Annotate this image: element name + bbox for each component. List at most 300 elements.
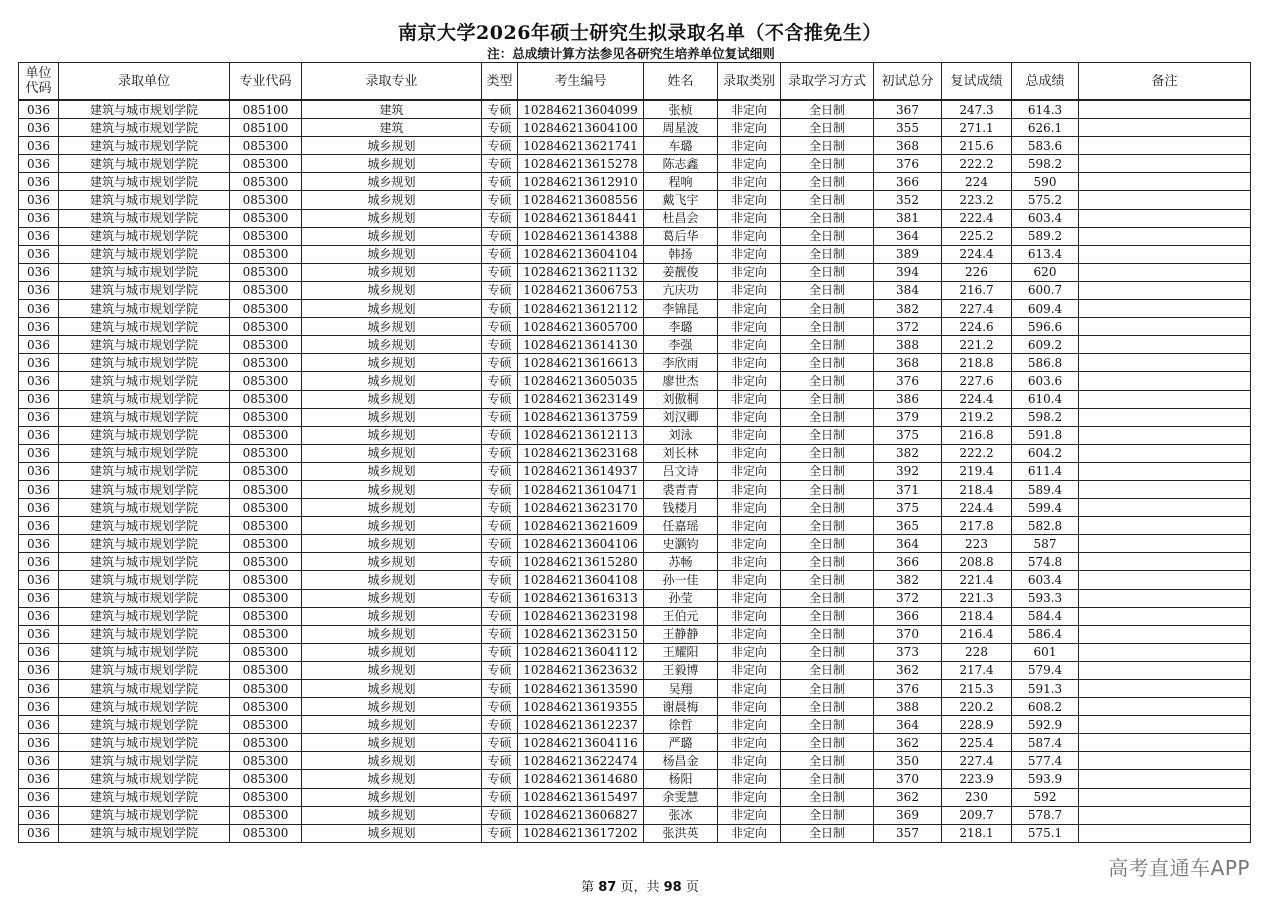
table-row [19, 661, 1251, 679]
cell-major-code: 085300 [230, 245, 302, 263]
cell-remarks [1079, 119, 1251, 137]
cell-major: 城乡规划 [302, 661, 482, 679]
cell-study-mode: 全日制 [781, 499, 874, 517]
footer-prefix: 第 [581, 880, 595, 895]
cell-major: 城乡规划 [302, 752, 482, 770]
cell-unit: 建筑与城市规划学院 [59, 643, 230, 661]
cell-study-mode: 全日制 [781, 354, 874, 372]
cell-retest-score: 227.4 [942, 752, 1012, 770]
cell-type: 专硕 [482, 752, 518, 770]
cell-total-score: 601 [1012, 643, 1079, 661]
cell-prelim-score: 367 [874, 100, 942, 119]
cell-study-mode: 全日制 [781, 209, 874, 227]
cell-prelim-score: 394 [874, 263, 942, 281]
cell-name: 王毅博 [644, 661, 718, 679]
cell-retest-score: 215.6 [942, 137, 1012, 155]
table-row [19, 499, 1251, 517]
col-header-retest-score: 复试成绩 [942, 63, 1012, 101]
cell-category: 非定向 [718, 517, 781, 535]
cell-major: 城乡规划 [302, 625, 482, 643]
cell-study-mode: 全日制 [781, 716, 874, 734]
cell-study-mode: 全日制 [781, 698, 874, 716]
cell-major: 城乡规划 [302, 480, 482, 498]
cell-retest-score: 222.2 [942, 155, 1012, 173]
cell-total-score: 593.3 [1012, 589, 1079, 607]
cell-prelim-score: 375 [874, 499, 942, 517]
cell-unit: 建筑与城市规划学院 [59, 680, 230, 698]
cell-major: 城乡规划 [302, 336, 482, 354]
col-header-remarks: 备注 [1079, 63, 1251, 101]
cell-unit-code: 036 [19, 824, 59, 842]
cell-name: 刘傲桐 [644, 390, 718, 408]
cell-major-code: 085300 [230, 408, 302, 426]
cell-unit-code: 036 [19, 770, 59, 788]
cell-prelim-score: 357 [874, 824, 942, 842]
cell-category: 非定向 [718, 119, 781, 137]
cell-type: 专硕 [482, 209, 518, 227]
cell-unit: 建筑与城市规划学院 [59, 535, 230, 553]
table-row [19, 354, 1251, 372]
cell-major-code: 085300 [230, 354, 302, 372]
cell-unit: 建筑与城市规划学院 [59, 318, 230, 336]
cell-total-score: 591.8 [1012, 426, 1079, 444]
cell-remarks [1079, 589, 1251, 607]
cell-category: 非定向 [718, 372, 781, 390]
cell-retest-score: 221.2 [942, 336, 1012, 354]
cell-unit: 建筑与城市规划学院 [59, 752, 230, 770]
cell-major-code: 085300 [230, 173, 302, 191]
cell-candidate-id: 102846213615278 [518, 155, 644, 173]
cell-candidate-id: 102846213612910 [518, 173, 644, 191]
cell-category: 非定向 [718, 209, 781, 227]
cell-major-code: 085300 [230, 209, 302, 227]
cell-unit-code: 036 [19, 354, 59, 372]
cell-remarks [1079, 137, 1251, 155]
cell-major: 城乡规划 [302, 318, 482, 336]
cell-category: 非定向 [718, 480, 781, 498]
cell-candidate-id: 102846213604100 [518, 119, 644, 137]
cell-major-code: 085300 [230, 281, 302, 299]
cell-retest-score: 225.2 [942, 227, 1012, 245]
cell-name: 杨阳 [644, 770, 718, 788]
cell-study-mode: 全日制 [781, 571, 874, 589]
cell-unit: 建筑与城市规划学院 [59, 625, 230, 643]
col-header-candidate-id: 考生编号 [518, 63, 644, 101]
cell-category: 非定向 [718, 824, 781, 842]
cell-major: 城乡规划 [302, 191, 482, 209]
cell-major-code: 085300 [230, 661, 302, 679]
cell-name: 吴翔 [644, 680, 718, 698]
cell-category: 非定向 [718, 444, 781, 462]
cell-major: 城乡规划 [302, 698, 482, 716]
cell-type: 专硕 [482, 643, 518, 661]
cell-remarks [1079, 155, 1251, 173]
cell-type: 专硕 [482, 318, 518, 336]
cell-major-code: 085300 [230, 535, 302, 553]
cell-name: 刘长林 [644, 444, 718, 462]
cell-candidate-id: 102846213618441 [518, 209, 644, 227]
cell-category: 非定向 [718, 770, 781, 788]
cell-major-code: 085300 [230, 480, 302, 498]
cell-candidate-id: 102846213621741 [518, 137, 644, 155]
cell-remarks [1079, 372, 1251, 390]
cell-candidate-id: 102846213623168 [518, 444, 644, 462]
cell-remarks [1079, 770, 1251, 788]
cell-retest-score: 228.9 [942, 716, 1012, 734]
cell-total-score: 614.3 [1012, 100, 1079, 119]
cell-unit: 建筑与城市规划学院 [59, 372, 230, 390]
cell-unit: 建筑与城市规划学院 [59, 354, 230, 372]
cell-total-score: 603.4 [1012, 209, 1079, 227]
cell-name: 严璐 [644, 734, 718, 752]
cell-name: 任嘉瑶 [644, 517, 718, 535]
cell-major: 城乡规划 [302, 499, 482, 517]
table-row [19, 173, 1251, 191]
cell-remarks [1079, 517, 1251, 535]
cell-type: 专硕 [482, 770, 518, 788]
cell-name: 亢庆功 [644, 281, 718, 299]
cell-unit-code: 036 [19, 589, 59, 607]
table-row [19, 680, 1251, 698]
cell-total-score: 600.7 [1012, 281, 1079, 299]
cell-total-score: 587 [1012, 535, 1079, 553]
cell-prelim-score: 368 [874, 354, 942, 372]
table-row [19, 227, 1251, 245]
cell-type: 专硕 [482, 119, 518, 137]
cell-type: 专硕 [482, 462, 518, 480]
cell-type: 专硕 [482, 191, 518, 209]
cell-prelim-score: 386 [874, 390, 942, 408]
cell-total-score: 577.4 [1012, 752, 1079, 770]
cell-major-code: 085300 [230, 517, 302, 535]
cell-name: 葛后华 [644, 227, 718, 245]
cell-study-mode: 全日制 [781, 372, 874, 390]
cell-remarks [1079, 661, 1251, 679]
cell-retest-score: 223 [942, 535, 1012, 553]
cell-study-mode: 全日制 [781, 119, 874, 137]
cell-prelim-score: 365 [874, 517, 942, 535]
cell-category: 非定向 [718, 155, 781, 173]
cell-retest-score: 224.4 [942, 245, 1012, 263]
cell-unit-code: 036 [19, 245, 59, 263]
cell-unit: 建筑与城市规划学院 [59, 788, 230, 806]
cell-candidate-id: 102846213612113 [518, 426, 644, 444]
cell-major-code: 085300 [230, 788, 302, 806]
cell-major-code: 085300 [230, 318, 302, 336]
cell-total-score: 611.4 [1012, 462, 1079, 480]
cell-retest-score: 216.4 [942, 625, 1012, 643]
cell-candidate-id: 102846213616613 [518, 354, 644, 372]
cell-major: 城乡规划 [302, 643, 482, 661]
cell-study-mode: 全日制 [781, 300, 874, 318]
cell-unit-code: 036 [19, 643, 59, 661]
cell-study-mode: 全日制 [781, 806, 874, 824]
cell-total-score: 578.7 [1012, 806, 1079, 824]
cell-study-mode: 全日制 [781, 444, 874, 462]
cell-remarks [1079, 734, 1251, 752]
cell-type: 专硕 [482, 680, 518, 698]
cell-type: 专硕 [482, 661, 518, 679]
cell-study-mode: 全日制 [781, 770, 874, 788]
cell-remarks [1079, 173, 1251, 191]
cell-prelim-score: 388 [874, 336, 942, 354]
cell-major: 城乡规划 [302, 444, 482, 462]
cell-remarks [1079, 607, 1251, 625]
cell-major: 建筑 [302, 119, 482, 137]
cell-prelim-score: 370 [874, 625, 942, 643]
table-row [19, 372, 1251, 390]
cell-unit: 建筑与城市规划学院 [59, 426, 230, 444]
cell-total-score: 584.4 [1012, 607, 1079, 625]
cell-category: 非定向 [718, 698, 781, 716]
cell-total-score: 591.3 [1012, 680, 1079, 698]
cell-unit: 建筑与城市规划学院 [59, 155, 230, 173]
cell-retest-score: 225.4 [942, 734, 1012, 752]
table-row [19, 607, 1251, 625]
cell-prelim-score: 369 [874, 806, 942, 824]
cell-unit: 建筑与城市规划学院 [59, 137, 230, 155]
cell-study-mode: 全日制 [781, 281, 874, 299]
cell-candidate-id: 102846213614937 [518, 462, 644, 480]
cell-total-score: 579.4 [1012, 661, 1079, 679]
cell-retest-score: 217.4 [942, 661, 1012, 679]
cell-unit-code: 036 [19, 281, 59, 299]
cell-type: 专硕 [482, 408, 518, 426]
cell-major: 建筑 [302, 100, 482, 119]
cell-type: 专硕 [482, 336, 518, 354]
cell-study-mode: 全日制 [781, 408, 874, 426]
cell-total-score: 598.2 [1012, 155, 1079, 173]
cell-total-score: 590 [1012, 173, 1079, 191]
table-row [19, 462, 1251, 480]
cell-retest-score: 222.4 [942, 209, 1012, 227]
cell-major: 城乡规划 [302, 263, 482, 281]
cell-unit: 建筑与城市规划学院 [59, 336, 230, 354]
cell-type: 专硕 [482, 100, 518, 119]
cell-type: 专硕 [482, 137, 518, 155]
cell-name: 徐哲 [644, 716, 718, 734]
cell-major: 城乡规划 [302, 408, 482, 426]
cell-name: 廖世杰 [644, 372, 718, 390]
cell-remarks [1079, 281, 1251, 299]
cell-major: 城乡规划 [302, 535, 482, 553]
cell-name: 余雯慧 [644, 788, 718, 806]
cell-category: 非定向 [718, 680, 781, 698]
cell-candidate-id: 102846213623149 [518, 390, 644, 408]
cell-retest-score: 228 [942, 643, 1012, 661]
cell-retest-score: 221.4 [942, 571, 1012, 589]
cell-prelim-score: 372 [874, 589, 942, 607]
cell-candidate-id: 102846213623198 [518, 607, 644, 625]
cell-candidate-id: 102846213613590 [518, 680, 644, 698]
cell-major-code: 085300 [230, 263, 302, 281]
cell-remarks [1079, 354, 1251, 372]
cell-retest-score: 222.2 [942, 444, 1012, 462]
cell-major: 城乡规划 [302, 245, 482, 263]
cell-total-score: 583.6 [1012, 137, 1079, 155]
table-row [19, 444, 1251, 462]
cell-major-code: 085300 [230, 752, 302, 770]
cell-candidate-id: 102846213623170 [518, 499, 644, 517]
cell-prelim-score: 362 [874, 788, 942, 806]
cell-category: 非定向 [718, 499, 781, 517]
cell-category: 非定向 [718, 734, 781, 752]
cell-candidate-id: 102846213610471 [518, 480, 644, 498]
cell-remarks [1079, 680, 1251, 698]
cell-type: 专硕 [482, 589, 518, 607]
cell-major: 城乡规划 [302, 589, 482, 607]
table-row [19, 788, 1251, 806]
cell-remarks [1079, 100, 1251, 119]
cell-type: 专硕 [482, 390, 518, 408]
cell-unit-code: 036 [19, 680, 59, 698]
cell-retest-score: 224 [942, 173, 1012, 191]
cell-prelim-score: 364 [874, 227, 942, 245]
table-row [19, 245, 1251, 263]
cell-retest-score: 217.8 [942, 517, 1012, 535]
cell-study-mode: 全日制 [781, 462, 874, 480]
cell-unit-code: 036 [19, 119, 59, 137]
cell-retest-score: 224.6 [942, 318, 1012, 336]
table-row [19, 752, 1251, 770]
cell-major: 城乡规划 [302, 227, 482, 245]
cell-name: 杜昌会 [644, 209, 718, 227]
cell-total-score: 574.8 [1012, 553, 1079, 571]
cell-remarks [1079, 499, 1251, 517]
cell-name: 刘汉卿 [644, 408, 718, 426]
cell-retest-score: 224.4 [942, 499, 1012, 517]
cell-total-score: 610.4 [1012, 390, 1079, 408]
cell-unit: 建筑与城市规划学院 [59, 209, 230, 227]
cell-remarks [1079, 571, 1251, 589]
col-header-unit-code: 单位代码 [19, 63, 59, 101]
cell-prelim-score: 366 [874, 553, 942, 571]
cell-major: 城乡规划 [302, 788, 482, 806]
col-header-major: 录取专业 [302, 63, 482, 101]
cell-name: 王静静 [644, 625, 718, 643]
col-header-prelim-score: 初试总分 [874, 63, 942, 101]
cell-prelim-score: 366 [874, 173, 942, 191]
cell-unit: 建筑与城市规划学院 [59, 191, 230, 209]
cell-unit: 建筑与城市规划学院 [59, 480, 230, 498]
cell-major-code: 085300 [230, 462, 302, 480]
cell-major: 城乡规划 [302, 354, 482, 372]
cell-unit-code: 036 [19, 517, 59, 535]
cell-major-code: 085300 [230, 680, 302, 698]
table-row [19, 155, 1251, 173]
cell-prelim-score: 373 [874, 643, 942, 661]
cell-unit: 建筑与城市规划学院 [59, 245, 230, 263]
cell-major-code: 085300 [230, 372, 302, 390]
cell-unit: 建筑与城市规划学院 [59, 263, 230, 281]
cell-type: 专硕 [482, 245, 518, 263]
table-row [19, 300, 1251, 318]
cell-type: 专硕 [482, 173, 518, 191]
cell-major-code: 085100 [230, 100, 302, 119]
cell-major: 城乡规划 [302, 281, 482, 299]
cell-retest-score: 227.4 [942, 300, 1012, 318]
cell-major: 城乡规划 [302, 390, 482, 408]
cell-study-mode: 全日制 [781, 227, 874, 245]
cell-unit-code: 036 [19, 625, 59, 643]
cell-candidate-id: 102846213615280 [518, 553, 644, 571]
cell-candidate-id: 102846213606827 [518, 806, 644, 824]
cell-name: 李强 [644, 336, 718, 354]
cell-remarks [1079, 209, 1251, 227]
cell-candidate-id: 102846213616313 [518, 589, 644, 607]
cell-unit-code: 036 [19, 444, 59, 462]
cell-major-code: 085300 [230, 643, 302, 661]
cell-type: 专硕 [482, 372, 518, 390]
cell-major: 城乡规划 [302, 716, 482, 734]
cell-major: 城乡规划 [302, 571, 482, 589]
cell-remarks [1079, 227, 1251, 245]
cell-prelim-score: 364 [874, 716, 942, 734]
cell-name: 裘青青 [644, 480, 718, 498]
cell-remarks [1079, 553, 1251, 571]
cell-unit: 建筑与城市规划学院 [59, 716, 230, 734]
cell-retest-score: 218.4 [942, 607, 1012, 625]
cell-candidate-id: 102846213614680 [518, 770, 644, 788]
cell-remarks [1079, 336, 1251, 354]
cell-unit: 建筑与城市规划学院 [59, 517, 230, 535]
cell-unit-code: 036 [19, 571, 59, 589]
cell-remarks [1079, 480, 1251, 498]
cell-unit-code: 036 [19, 390, 59, 408]
cell-prelim-score: 376 [874, 680, 942, 698]
cell-type: 专硕 [482, 155, 518, 173]
table-row [19, 281, 1251, 299]
cell-category: 非定向 [718, 318, 781, 336]
cell-name: 李璐 [644, 318, 718, 336]
cell-study-mode: 全日制 [781, 480, 874, 498]
cell-prelim-score: 362 [874, 734, 942, 752]
cell-type: 专硕 [482, 806, 518, 824]
cell-major-code: 085300 [230, 191, 302, 209]
cell-category: 非定向 [718, 191, 781, 209]
cell-remarks [1079, 625, 1251, 643]
cell-total-score: 603.4 [1012, 571, 1079, 589]
cell-remarks [1079, 408, 1251, 426]
cell-prelim-score: 372 [874, 318, 942, 336]
cell-total-score: 626.1 [1012, 119, 1079, 137]
cell-major: 城乡规划 [302, 372, 482, 390]
cell-retest-score: 226 [942, 263, 1012, 281]
cell-major: 城乡规划 [302, 607, 482, 625]
cell-study-mode: 全日制 [781, 625, 874, 643]
cell-major-code: 085300 [230, 137, 302, 155]
cell-unit: 建筑与城市规划学院 [59, 281, 230, 299]
cell-total-score: 620 [1012, 263, 1079, 281]
cell-prelim-score: 355 [874, 119, 942, 137]
cell-unit-code: 036 [19, 209, 59, 227]
cell-unit-code: 036 [19, 336, 59, 354]
cell-category: 非定向 [718, 716, 781, 734]
cell-major-code: 085300 [230, 824, 302, 842]
cell-study-mode: 全日制 [781, 824, 874, 842]
cell-remarks [1079, 752, 1251, 770]
col-header-unit: 录取单位 [59, 63, 230, 101]
cell-retest-score: 219.4 [942, 462, 1012, 480]
cell-remarks [1079, 263, 1251, 281]
cell-type: 专硕 [482, 426, 518, 444]
cell-retest-score: 208.8 [942, 553, 1012, 571]
cell-name: 王伯元 [644, 607, 718, 625]
cell-category: 非定向 [718, 173, 781, 191]
cell-prelim-score: 376 [874, 372, 942, 390]
cell-study-mode: 全日制 [781, 734, 874, 752]
table-row [19, 589, 1251, 607]
